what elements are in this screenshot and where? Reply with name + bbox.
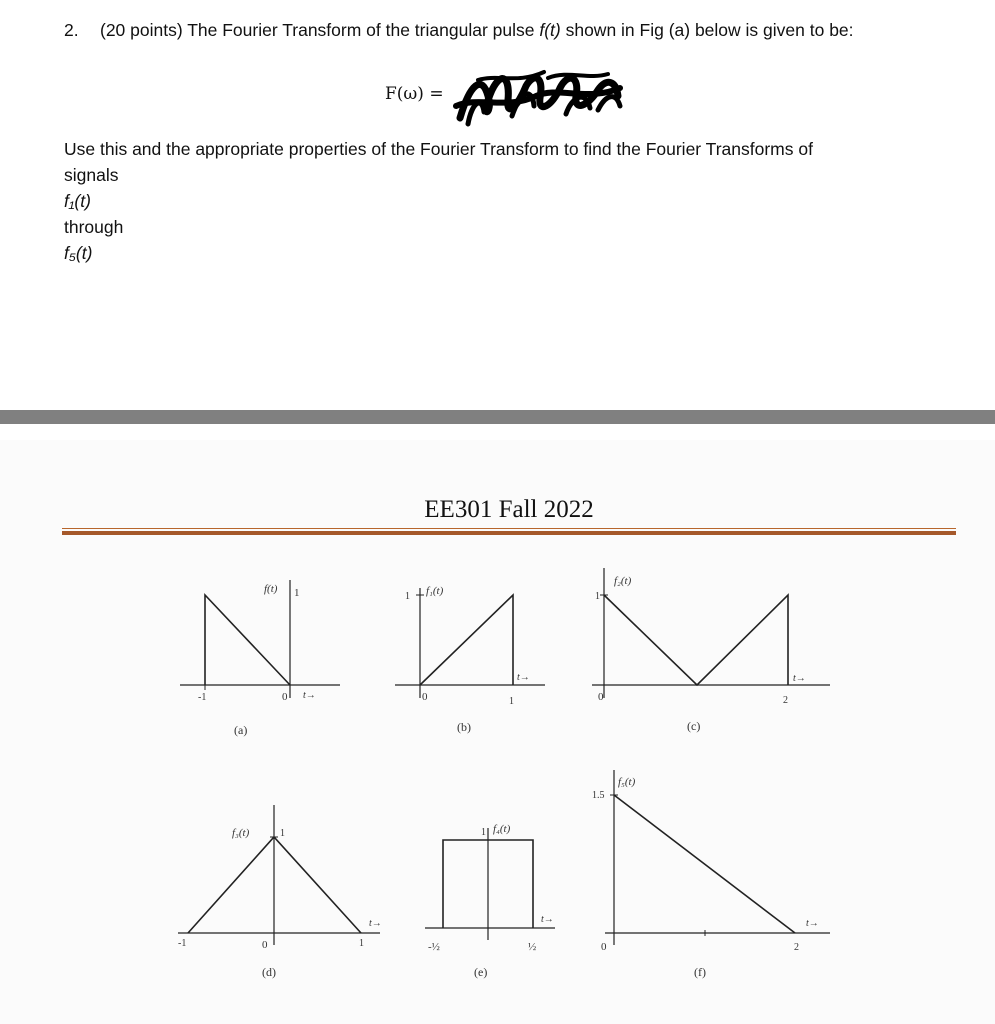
instruction-f-last: f₅(t): [64, 243, 93, 263]
question-text: [100, 20, 854, 41]
figure-c-tick-1-y: 1: [595, 591, 600, 602]
figure-f-func-label: f₅(t): [618, 776, 636, 788]
instruction-f-first: f₁(t): [64, 191, 91, 211]
question-suffix: shown in Fig (a) below is given to be:: [560, 20, 854, 40]
figure-e-plot: [425, 828, 555, 940]
figure-d-caption: (d): [262, 965, 276, 979]
document-title: EE301 Fall 2022: [424, 496, 594, 523]
figure-a-caption: (a): [234, 723, 248, 737]
question-number: 2.: [64, 20, 79, 40]
figure-a-func-label: f(t): [264, 583, 278, 595]
figure-b-axis-label: t→: [517, 672, 530, 683]
figure-f-caption: (f): [694, 965, 706, 979]
figure-f-tick-2: 2: [794, 942, 799, 953]
figure-b-tick-1-y: 1: [405, 591, 410, 602]
figure-d-func-label: f₃(t): [232, 827, 250, 839]
figure-d-tick-1-x: 1: [359, 938, 364, 949]
figure-c-tick-0: 0: [598, 691, 604, 703]
figure-c-func-label: f₂(t): [614, 575, 632, 587]
figure-c-tick-2: 2: [783, 695, 788, 706]
title-rule-thin: [62, 528, 956, 529]
figure-d-tick-0: 0: [262, 939, 268, 951]
redaction-scribble: [448, 66, 628, 128]
figure-d-plot: [178, 805, 380, 945]
figure-e-tick-1-y: 1: [481, 827, 486, 838]
figure-b-func-label: f₁(t): [426, 585, 444, 597]
figure-e-tick-neg-half: -½: [428, 941, 440, 953]
figure-a-tick-0: 0: [282, 691, 288, 703]
figure-c-axis-label: t→: [793, 673, 806, 684]
title-rule-thick: [62, 531, 956, 535]
figure-f-axis-label: t→: [806, 918, 819, 929]
instruction-paragraph: [64, 136, 944, 266]
instruction-line-1: Use this and the appropriate properties of the Fourier Transform to find the Fourier Transforms of: [64, 139, 813, 159]
figure-d-tick-1-y: 1: [280, 828, 285, 839]
figure-e-tick-half: ½: [528, 941, 537, 953]
figure-e-axis-label: t→: [541, 914, 554, 925]
figure-a-tick-neg1: -1: [198, 692, 207, 703]
figure-b-caption: (b): [457, 720, 471, 734]
figure-f-tick-1-5: 1.5: [592, 790, 605, 801]
figure-b-tick-1-x: 1: [509, 696, 514, 707]
formula-lhs: F(ω) =: [385, 84, 444, 104]
question-function: f(t): [539, 20, 561, 40]
figure-f-tick-0: 0: [601, 941, 607, 953]
figure-b-tick-0: 0: [422, 691, 428, 703]
instruction-line-2: signals f₁(t) through f₅(t): [64, 165, 124, 263]
figure-e-caption: (e): [474, 965, 488, 979]
figure-a-tick-1: 1: [294, 587, 300, 599]
question-prefix: (20 points) The Fourier Transform of the triangular pulse: [100, 20, 540, 40]
figure-a-axis-label: t→: [303, 690, 316, 701]
figure-d-tick-neg1: -1: [178, 938, 187, 949]
figure-d-axis-label: t→: [369, 918, 382, 929]
figure-e-func-label: f₄(t): [493, 823, 511, 835]
signal-figures: [0, 540, 995, 1000]
page-divider: [0, 410, 995, 424]
figure-f-plot: [605, 770, 830, 945]
figure-a-plot: [180, 580, 340, 698]
figure-c-caption: (c): [687, 719, 701, 733]
